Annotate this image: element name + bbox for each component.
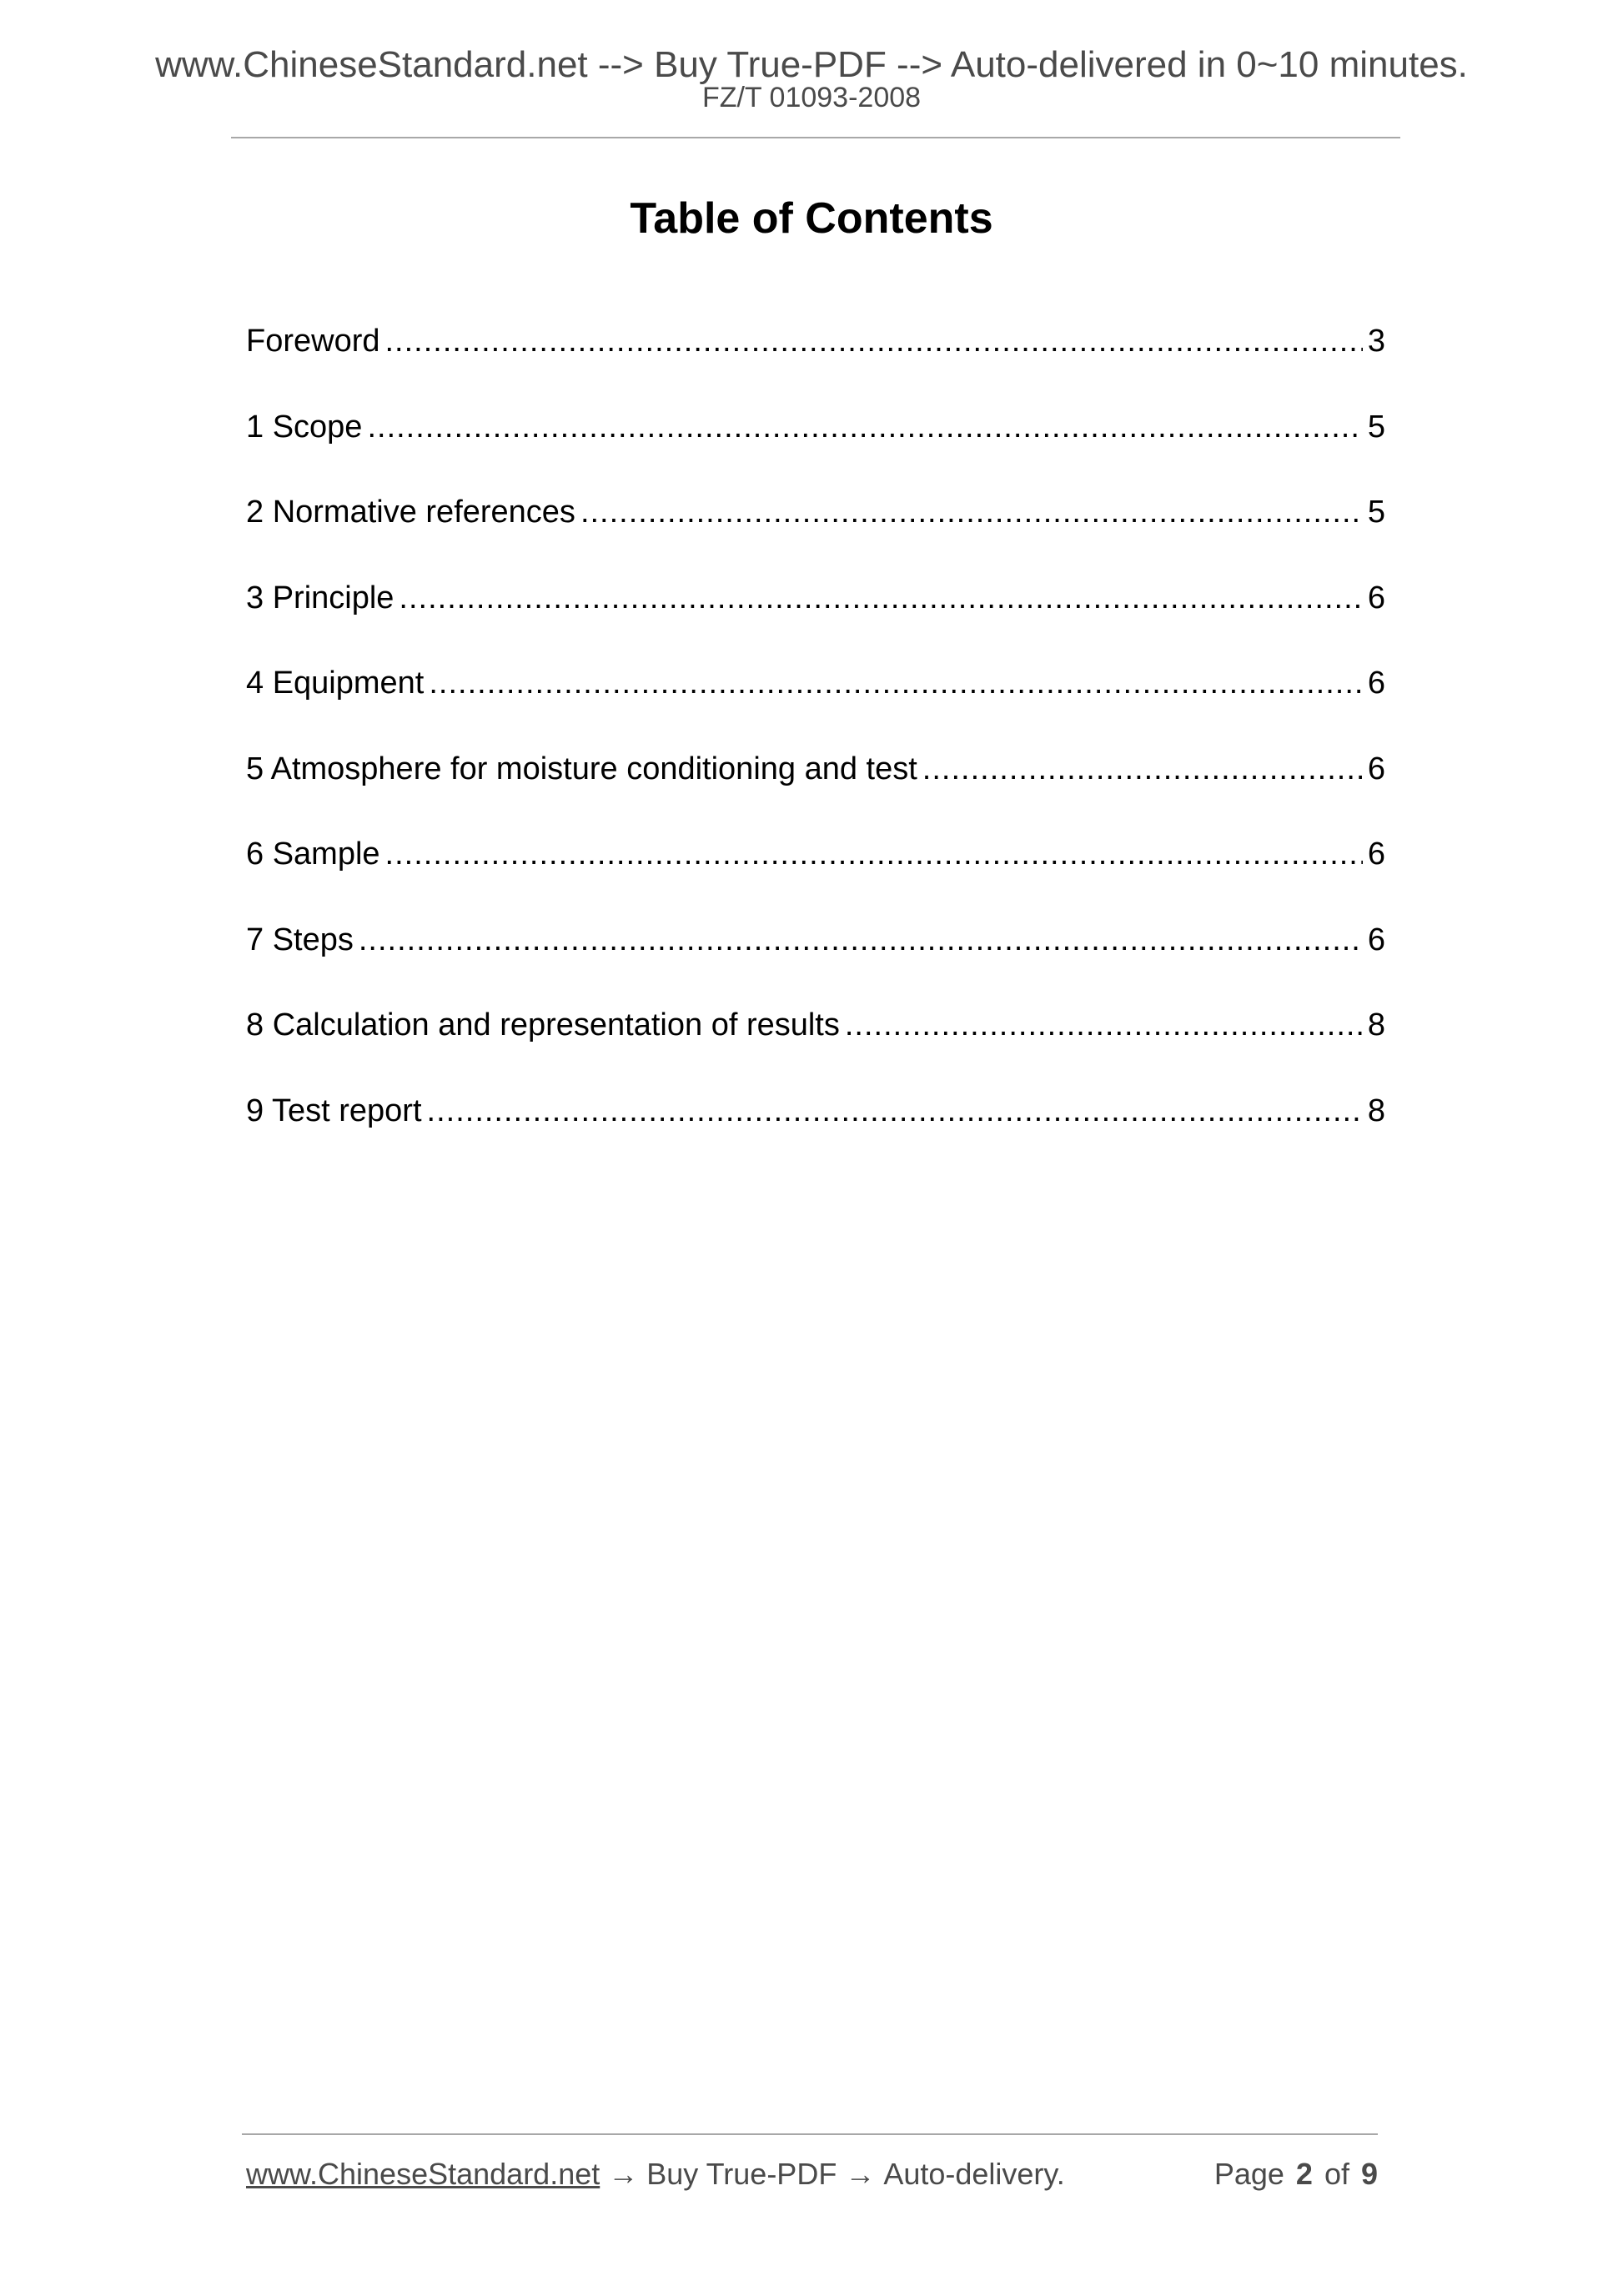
toc-entry-sample[interactable] xyxy=(246,835,1385,921)
toc-entry-steps[interactable] xyxy=(246,921,1385,1007)
current-page-number: 2 xyxy=(1295,2157,1313,2191)
footer-delivery-text: Auto-delivery. xyxy=(883,2157,1065,2191)
toc-title: Table of Contents xyxy=(630,194,993,243)
toc-entry-test-report[interactable] xyxy=(246,1092,1385,1178)
toc-entry-normative-references[interactable] xyxy=(246,493,1385,579)
toc-list xyxy=(246,322,1385,1177)
page-label: Page xyxy=(1213,2157,1284,2191)
header-banner: www.ChineseStandard.net --> Buy True-PDF --> Auto-delivered in 0~10 minutes. xyxy=(155,44,1468,85)
total-pages-number: 9 xyxy=(1360,2157,1378,2191)
toc-entry-label: 7 Steps xyxy=(246,922,354,957)
toc-entry-principle[interactable] xyxy=(246,579,1385,665)
toc-leader-dots xyxy=(367,408,1362,446)
of-label: of xyxy=(1324,2157,1349,2191)
header-divider xyxy=(231,137,1400,138)
toc-entry-label: 3 Principle xyxy=(246,580,394,615)
footer-buy-text: Buy True-PDF xyxy=(646,2157,837,2191)
toc-entry-label: Foreword xyxy=(246,324,380,359)
toc-leader-dots xyxy=(359,921,1363,959)
page-indicator xyxy=(1214,2156,1378,2193)
toc-leader-dots xyxy=(429,664,1362,702)
toc-entry-atmosphere[interactable] xyxy=(246,750,1385,836)
arrow-right-icon: → xyxy=(608,2157,639,2191)
toc-entry-page: 5 xyxy=(1367,409,1385,445)
toc-leader-dots xyxy=(399,579,1362,617)
toc-leader-dots xyxy=(427,1092,1363,1130)
toc-entry-page: 3 xyxy=(1367,324,1385,359)
toc-entry-page: 6 xyxy=(1367,837,1385,872)
toc-entry-page: 6 xyxy=(1367,666,1385,701)
toc-entry-label: 2 Normative references xyxy=(246,495,575,530)
toc-entry-label: 5 Atmosphere for moisture conditioning and test xyxy=(246,751,917,786)
toc-entry-page: 8 xyxy=(1367,1093,1385,1128)
toc-entry-label: 1 Scope xyxy=(246,409,363,445)
toc-entry-page: 6 xyxy=(1367,922,1385,957)
toc-entry-label: 4 Equipment xyxy=(246,666,425,701)
toc-entry-calculation[interactable] xyxy=(246,1006,1385,1092)
footer-site-link[interactable]: www.ChineseStandard.net xyxy=(246,2157,600,2191)
toc-entry-label: 9 Test report xyxy=(246,1093,422,1128)
toc-entry-label: 6 Sample xyxy=(246,837,380,872)
document-id: FZ/T 01093-2008 xyxy=(701,82,922,113)
toc-entry-foreword[interactable] xyxy=(246,322,1385,408)
toc-leader-dots xyxy=(580,493,1363,531)
toc-entry-label: 8 Calculation and representation of results xyxy=(246,1007,840,1042)
toc-entry-page: 8 xyxy=(1367,1007,1385,1042)
toc-leader-dots xyxy=(845,1006,1363,1044)
toc-entry-page: 5 xyxy=(1367,495,1385,530)
toc-entry-equipment[interactable] xyxy=(246,664,1385,750)
toc-entry-scope[interactable] xyxy=(246,408,1385,494)
toc-entry-page: 6 xyxy=(1367,751,1385,786)
footer-divider xyxy=(242,2133,1378,2135)
footer-left xyxy=(246,2156,1065,2193)
arrow-right-icon: → xyxy=(845,2157,876,2191)
toc-leader-dots xyxy=(385,835,1363,873)
toc-leader-dots xyxy=(385,322,1363,360)
toc-leader-dots xyxy=(922,750,1363,788)
toc-entry-page: 6 xyxy=(1367,580,1385,615)
